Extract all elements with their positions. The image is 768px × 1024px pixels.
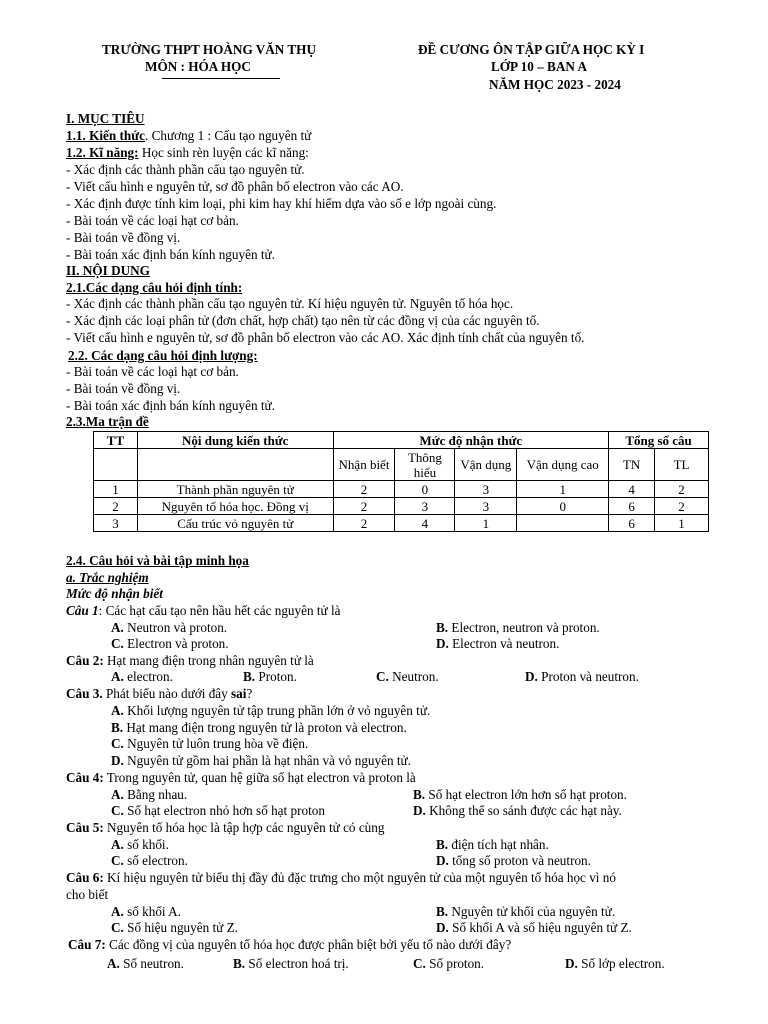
option-letter: D.: [436, 920, 449, 935]
option-text: Nguyên tử khối của nguyên tử.: [451, 904, 616, 919]
option-text: Số neutron.: [123, 956, 184, 971]
option-text: Proton và neutron.: [541, 669, 639, 684]
question-label: Câu 6:: [66, 870, 104, 885]
subheader-cell: Nhận biết: [333, 449, 395, 481]
skill-text: Học sinh rèn luyện các kĩ năng:: [138, 145, 309, 160]
table-cell: 3: [395, 498, 455, 515]
option-letter: D.: [413, 803, 426, 818]
table-cell: 1: [94, 481, 138, 498]
skill-item: - Bài toán về các loại hạt cơ bản.: [66, 213, 239, 228]
grade-label: LỚP 10 – BAN A: [491, 59, 587, 74]
question-2: [66, 653, 314, 670]
option-text: Số lớp electron.: [581, 956, 665, 971]
option-a: [111, 904, 181, 921]
option-d: [436, 636, 559, 653]
option-letter: C.: [111, 803, 124, 818]
option-letter: C.: [111, 736, 124, 751]
question-5: [66, 820, 384, 837]
qualitative-item: - Viết cấu hình e nguyên tử, sơ đồ phân bố electron vào các AO. Xác định tính chất của nguyên tố.: [66, 330, 585, 345]
option-d: [413, 803, 622, 820]
option-c: [111, 920, 238, 937]
option-a: [107, 956, 184, 973]
option-letter: B.: [111, 720, 124, 735]
header-level: Mức độ nhận thức: [333, 432, 609, 449]
option-d: [436, 920, 632, 937]
option-letter: B.: [233, 956, 246, 971]
skill-label: 1.2. Kĩ năng:: [66, 145, 139, 160]
option-letter: A.: [107, 956, 120, 971]
option-text: Proton.: [258, 669, 297, 684]
option-b: [436, 620, 600, 637]
option-letter: D.: [565, 956, 578, 971]
option-a: [111, 787, 187, 804]
qualitative-item: - Xác định các thành phần cấu tạo nguyên tử. Kí hiệu nguyên tử. Nguyên tố hóa học.: [66, 296, 514, 311]
knowledge-line: [66, 128, 311, 145]
question-6-cont: cho biết: [66, 887, 109, 902]
table-cell: 2: [333, 498, 395, 515]
section-1-heading: I. MỤC TIÊU: [66, 111, 145, 126]
option-letter: B.: [243, 669, 256, 684]
qualitative-item: - Xác định các loại phân tử (đơn chất, hợp chất) tạo nên từ các đồng vị của các nguyên tố.: [66, 313, 540, 328]
question-text: Hạt mang điện trong nhân nguyên tử là: [103, 653, 314, 668]
option-c: [376, 669, 439, 686]
quantitative-item: - Bài toán về đồng vị.: [66, 381, 181, 396]
table-cell: 2: [655, 498, 709, 515]
question-label: Câu 1: [66, 603, 99, 618]
knowledge-text: . Chương 1 : Cấu tạo nguyên tử: [144, 128, 312, 143]
option-letter: D.: [111, 753, 124, 768]
option-b: [111, 720, 407, 737]
option-a: [111, 837, 169, 854]
quantitative-item: - Bài toán xác định bán kính nguyên tử.: [66, 398, 275, 413]
option-letter: C.: [111, 853, 124, 868]
option-letter: A.: [111, 904, 124, 919]
option-text: Số hiệu nguyên tử Z.: [127, 920, 238, 935]
skill-item: - Bài toán về đồng vị.: [66, 230, 181, 245]
option-text: Không thể so sánh được các hạt này.: [429, 803, 622, 818]
question-label: Câu 3.: [66, 686, 103, 701]
option-text: Electron, neutron và proton.: [451, 620, 600, 635]
question-6: [66, 870, 616, 887]
matrix-heading: 2.3.Ma trận đề: [66, 414, 149, 429]
option-a: [111, 703, 430, 720]
question-text: Kí hiệu nguyên tử biểu thị đầy đủ đặc trưng cho một nguyên tử của một nguyên tố hóa học vì nó: [103, 870, 616, 885]
option-text: Nguyên tử gồm hai phần là hạt nhân và vỏ nguyên tử.: [127, 753, 411, 768]
option-a: [111, 669, 173, 686]
exercise-heading: 2.4. Câu hỏi và bài tập minh họa: [66, 553, 249, 568]
table-cell: 2: [94, 498, 138, 515]
table-cell: Cấu trúc vỏ nguyên tử: [137, 515, 333, 532]
question-text-end: ?: [246, 686, 253, 701]
question-label: Câu 7:: [68, 937, 106, 952]
question-text: : Các hạt cấu tạo nên hầu hết các nguyên tử là: [98, 603, 341, 618]
subheader-cell: Vận dụng: [455, 449, 517, 481]
header-tt: TT: [94, 432, 138, 449]
question-label: Câu 4:: [66, 770, 104, 785]
option-letter: D.: [436, 636, 449, 651]
table-cell: 3: [455, 498, 517, 515]
option-a: [111, 620, 227, 637]
table-cell: 3: [455, 481, 517, 498]
option-d: [436, 853, 591, 870]
option-text: Số proton.: [429, 956, 485, 971]
table-cell: 2: [333, 515, 395, 532]
exam-matrix-table: [93, 431, 709, 532]
option-c: [111, 853, 188, 870]
section-2-heading: II. NỘI DUNG: [66, 263, 150, 278]
option-text: Nguyên tử luôn trung hòa về điện.: [127, 736, 309, 751]
document-title: ĐỀ CƯƠNG ÔN TẬP GIỮA HỌC KỲ I: [418, 42, 645, 57]
table-cell: [517, 515, 609, 532]
option-letter: A.: [111, 837, 124, 852]
option-b: [436, 837, 549, 854]
option-d: [525, 669, 639, 686]
option-text: Bằng nhau.: [127, 787, 188, 802]
option-letter: C.: [376, 669, 389, 684]
table-cell: 4: [395, 515, 455, 532]
table-cell: 4: [609, 481, 655, 498]
option-letter: D.: [525, 669, 538, 684]
table-cell: 3: [94, 515, 138, 532]
option-text: Số khối A và số hiệu nguyên tử Z.: [452, 920, 632, 935]
option-letter: B.: [436, 837, 449, 852]
option-text: số khối.: [127, 837, 169, 852]
option-b: [233, 956, 349, 973]
school-year: NĂM HỌC 2023 - 2024: [489, 77, 621, 92]
question-1: [66, 603, 340, 620]
question-text: Phát biểu nào dưới đây: [102, 686, 232, 701]
option-letter: A.: [111, 787, 124, 802]
option-letter: D.: [436, 853, 449, 868]
skill-item: - Viết cấu hình e nguyên tử, sơ đồ phân bố electron vào các AO.: [66, 179, 404, 194]
option-letter: B.: [436, 904, 449, 919]
school-name: TRƯỜNG THPT HOÀNG VĂN THỤ: [102, 42, 316, 57]
table-row: [94, 515, 709, 532]
question-4: [66, 770, 416, 787]
option-text: Electron và proton.: [127, 636, 229, 651]
option-d: [111, 753, 411, 770]
blank-cell: [137, 449, 333, 481]
option-text: Số hạt electron nhỏ hơn số hạt proton: [127, 803, 325, 818]
option-letter: C.: [413, 956, 426, 971]
option-text: số electron.: [127, 853, 188, 868]
subheader-cell: Vận dụng cao: [517, 449, 609, 481]
knowledge-label: 1.1. Kiến thức: [66, 128, 145, 143]
header-content: Nội dung kiến thức: [137, 432, 333, 449]
option-text: Electron và neutron.: [452, 636, 560, 651]
qualitative-heading: 2.1.Các dạng câu hỏi định tính:: [66, 280, 243, 295]
skill-item: - Xác định được tính kim loại, phi kim hay khí hiếm dựa vào số e lớp ngoài cùng.: [66, 196, 497, 211]
question-text: Các đồng vị của nguyên tố hóa học được phân biệt bởi yếu tố nào dưới đây?: [105, 937, 512, 952]
subject-name: MÔN : HÓA HỌC: [145, 59, 251, 74]
option-letter: A.: [111, 620, 124, 635]
option-text: Số hạt electron lớn hơn số hạt proton.: [428, 787, 627, 802]
table-cell: 6: [609, 515, 655, 532]
question-3: [66, 686, 252, 703]
table-cell: 2: [333, 481, 395, 498]
multiple-choice-heading: a. Trắc nghiệm: [66, 570, 149, 585]
question-label: Câu 5:: [66, 820, 104, 835]
option-b: [413, 787, 627, 804]
question-emphasis: sai: [231, 686, 247, 701]
level-heading: Mức độ nhận biết: [66, 586, 163, 601]
option-text: số khối A.: [127, 904, 181, 919]
question-7: [68, 937, 511, 954]
skill-item: - Xác định các thành phần cấu tạo nguyên tử.: [66, 162, 305, 177]
option-letter: B.: [413, 787, 426, 802]
option-c: [413, 956, 484, 973]
table-cell: 1: [455, 515, 517, 532]
table-cell: 0: [395, 481, 455, 498]
option-letter: C.: [111, 920, 124, 935]
option-c: [111, 736, 308, 753]
table-cell: Nguyên tố hóa học. Đồng vị: [137, 498, 333, 515]
option-letter: C.: [111, 636, 124, 651]
option-b: [436, 904, 615, 921]
table-cell: 1: [655, 515, 709, 532]
blank-cell: [94, 449, 138, 481]
option-text: Số electron hoá trị.: [248, 956, 349, 971]
skill-item: - Bài toán xác định bán kính nguyên tử.: [66, 247, 275, 262]
option-text: Neutron và proton.: [127, 620, 228, 635]
table-cell: 0: [517, 498, 609, 515]
table-cell: 6: [609, 498, 655, 515]
subheader-cell: TN: [609, 449, 655, 481]
subheader-cell: TL: [655, 449, 709, 481]
subject-underline: [162, 78, 280, 79]
table-row: [94, 481, 709, 498]
option-letter: A.: [111, 669, 124, 684]
option-c: [111, 803, 325, 820]
option-d: [565, 956, 665, 973]
option-letter: A.: [111, 703, 124, 718]
table-cell: 2: [655, 481, 709, 498]
subheader-cell: Thông hiểu: [395, 449, 455, 481]
question-text: Nguyên tố hóa học là tập hợp các nguyên tử có cùng: [103, 820, 385, 835]
option-text: electron.: [127, 669, 173, 684]
option-text: tổng số proton và neutron.: [452, 853, 591, 868]
table-row: [94, 498, 709, 515]
question-text: Trong nguyên tử, quan hệ giữa số hạt electron và proton là: [103, 770, 416, 785]
option-text: Neutron.: [392, 669, 439, 684]
option-text: điện tích hạt nhân.: [451, 837, 549, 852]
quantitative-heading: 2.2. Các dạng câu hỏi định lượng:: [68, 348, 258, 363]
header-total: Tổng số câu: [609, 432, 709, 449]
table-cell: 1: [517, 481, 609, 498]
option-b: [243, 669, 297, 686]
option-text: Khối lượng nguyên tử tập trung phần lớn ở vỏ nguyên tử.: [127, 703, 431, 718]
table-cell: Thành phần nguyên tử: [137, 481, 333, 498]
option-letter: B.: [436, 620, 449, 635]
skill-line: [66, 145, 309, 162]
option-text: Hạt mang điện trong nguyên tử là proton và electron.: [126, 720, 407, 735]
option-c: [111, 636, 229, 653]
question-label: Câu 2:: [66, 653, 104, 668]
quantitative-item: - Bài toán về các loại hạt cơ bản.: [66, 364, 239, 379]
